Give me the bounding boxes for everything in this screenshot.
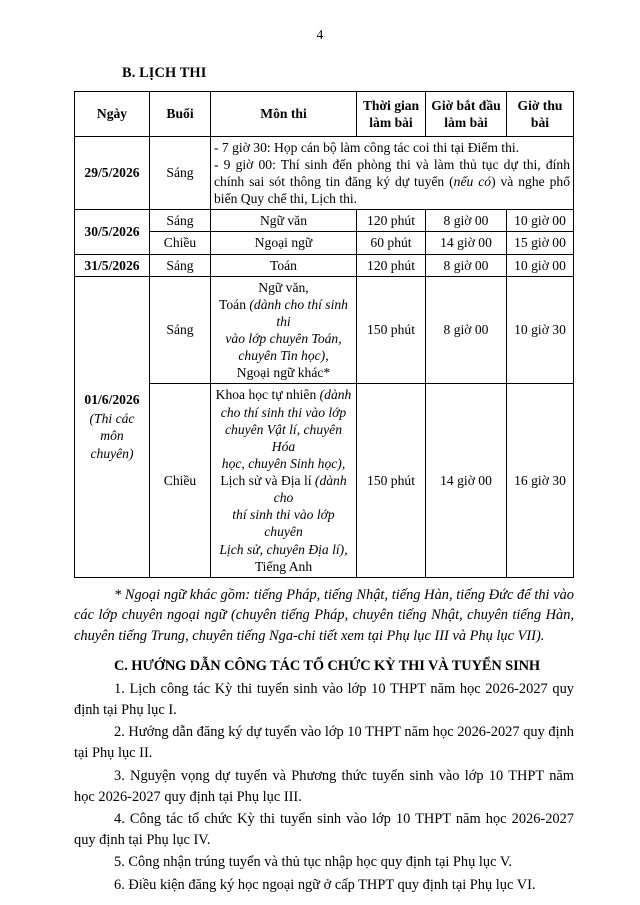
footnote-paragraph: * Ngoại ngữ khác gồm: tiếng Pháp, tiếng Nhật, tiếng Hàn, tiếng Đức để thi vào các lớp chuyên ngoại ngữ (chuyên tiếng Pháp, chuyên tiếng Nhật, chuyên tiếng Hàn, chuyên tiếng Trung, chuyên tiếng Nga-chi tiết xem tại Phụ lục III và Phụ lục VII).	[74, 586, 574, 645]
table-row	[75, 276, 574, 384]
column-header-thoi-gian: Thời gian làm bài	[357, 91, 426, 136]
section-b-heading: B. LỊCH THI	[122, 64, 207, 81]
table-body	[75, 136, 574, 577]
cell-duration: 120 phút	[357, 210, 426, 232]
cell-start: 14 giờ 00	[426, 232, 507, 254]
section-c-item-2: 2. Hướng dẫn đăng ký dự tuyển vào lớp 10 THPT năm học 2026-2027 quy định tại Phụ lục II.	[74, 724, 574, 762]
cell-subject: Ngữ văn	[211, 210, 357, 232]
subject-line: Khoa học tự nhiên (dành	[215, 387, 352, 403]
cell-end: 10 giờ 30	[507, 276, 574, 384]
cell-date-main: 01/6/2026	[84, 391, 140, 407]
cell-duration: 150 phút	[357, 384, 426, 577]
cell-start: 8 giờ 00	[426, 210, 507, 232]
cell-end: 10 giờ 00	[507, 210, 574, 232]
cell-session: Sáng	[150, 254, 211, 276]
section-c-item-3: 3. Nguyện vọng dự tuyển và Phương thức tuyển sinh vào lớp 10 THPT năm học 2026-2027 quy định tại Phụ lục III.	[74, 767, 574, 805]
table-row	[75, 210, 574, 232]
cell-subject: Ngoại ngữ	[211, 232, 357, 254]
cell-date	[75, 276, 150, 577]
table-row	[75, 136, 574, 210]
subject-line: thí sinh thi vào lớp chuyên	[232, 507, 335, 540]
subject-line: Toán (dành cho thí sinh thi	[219, 296, 348, 329]
cell-notice	[211, 136, 574, 210]
cell-date-subnote: (Thi các môn chuyên)	[89, 410, 135, 462]
subject-line: học, chuyên Sinh học),	[221, 455, 346, 471]
table-header	[75, 91, 574, 136]
cell-subject	[211, 384, 357, 577]
subject-line: Ngoại ngữ khác*	[236, 365, 331, 381]
cell-end: 15 giờ 00	[507, 232, 574, 254]
cell-subject: Toán	[211, 254, 357, 276]
table-row	[75, 254, 574, 276]
column-header-gio-bat-dau: Giờ bắt đầu làm bài	[426, 91, 507, 136]
cell-date: 31/5/2026	[75, 254, 150, 276]
notice-line-1: - 7 giờ 30: Họp cán bộ làm công tác coi thi tại Điểm thi.	[214, 139, 520, 155]
table-row	[75, 232, 574, 254]
cell-duration: 60 phút	[357, 232, 426, 254]
cell-session: Sáng	[150, 210, 211, 232]
column-header-ngay: Ngày	[75, 91, 150, 136]
section-c-item-1: 1. Lịch công tác Kỳ thi tuyển sinh vào lớp 10 THPT năm học 2026-2027 quy định tại Phụ lục I.	[74, 680, 574, 719]
subject-line: Lịch sử và Địa lí (dành cho	[220, 473, 347, 506]
section-c-item-5: 5. Công nhận trúng tuyển và thủ tục nhập học quy định tại Phụ lục V.	[114, 854, 512, 871]
subject-line: chuyên Vật lí, chuyên Hóa	[224, 421, 342, 454]
cell-session: Sáng	[150, 136, 211, 210]
cell-start: 8 giờ 00	[426, 254, 507, 276]
cell-start: 8 giờ 00	[426, 276, 507, 384]
notice-line-2: - 9 giờ 00: Thí sinh đến phòng thi và làm thủ tục dự thi, đính chính sai sót thông tin đăng ký dự tuyển (nếu có) và nghe phổ biến Quy chế thi, Lịch thi.	[214, 156, 570, 207]
cell-end: 10 giờ 00	[507, 254, 574, 276]
subject-line: chuyên Tin học),	[238, 348, 329, 364]
cell-session: Chiều	[150, 232, 211, 254]
column-header-mon-thi: Môn thi	[211, 91, 357, 136]
table-row	[75, 384, 574, 577]
column-header-gio-thu-bai: Giờ thu bài	[507, 91, 574, 136]
page-number: 4	[316, 27, 324, 42]
table-header-row	[75, 91, 574, 136]
page-content	[0, 65, 640, 896]
subject-line: vào lớp chuyên Toán,	[225, 331, 342, 346]
subject-line: cho thí sinh thi vào lớp	[220, 404, 347, 420]
column-header-buoi: Buổi	[150, 91, 211, 136]
section-c-item-6: 6. Điều kiện đăng ký học ngoại ngữ ở cấp THPT quy định tại Phụ lục VI.	[114, 876, 536, 893]
cell-subject	[211, 276, 357, 384]
cell-session: Chiều	[150, 384, 211, 577]
cell-start: 14 giờ 00	[426, 384, 507, 577]
subject-line: Tiếng Anh	[254, 558, 313, 574]
cell-end: 16 giờ 30	[507, 384, 574, 577]
cell-session: Sáng	[150, 276, 211, 384]
section-c-heading: C. HƯỚNG DẪN CÔNG TÁC TỔ CHỨC KỲ THI VÀ TUYỂN SINH	[114, 657, 540, 674]
notice-italic-fragment: nếu có	[453, 174, 492, 189]
section-c-item-4: 4. Công tác tổ chức Kỳ thi tuyển sinh vào lớp 10 THPT năm học 2026-2027 quy định tại Phụ lục IV.	[74, 810, 574, 849]
cell-date: 30/5/2026	[75, 210, 150, 254]
exam-schedule-table	[74, 91, 574, 578]
cell-date: 29/5/2026	[75, 136, 150, 210]
subject-line: Ngữ văn,	[258, 279, 309, 295]
cell-duration: 150 phút	[357, 276, 426, 384]
subject-line: Lịch sử, chuyên Địa lí),	[219, 541, 348, 557]
cell-duration: 120 phút	[357, 254, 426, 276]
